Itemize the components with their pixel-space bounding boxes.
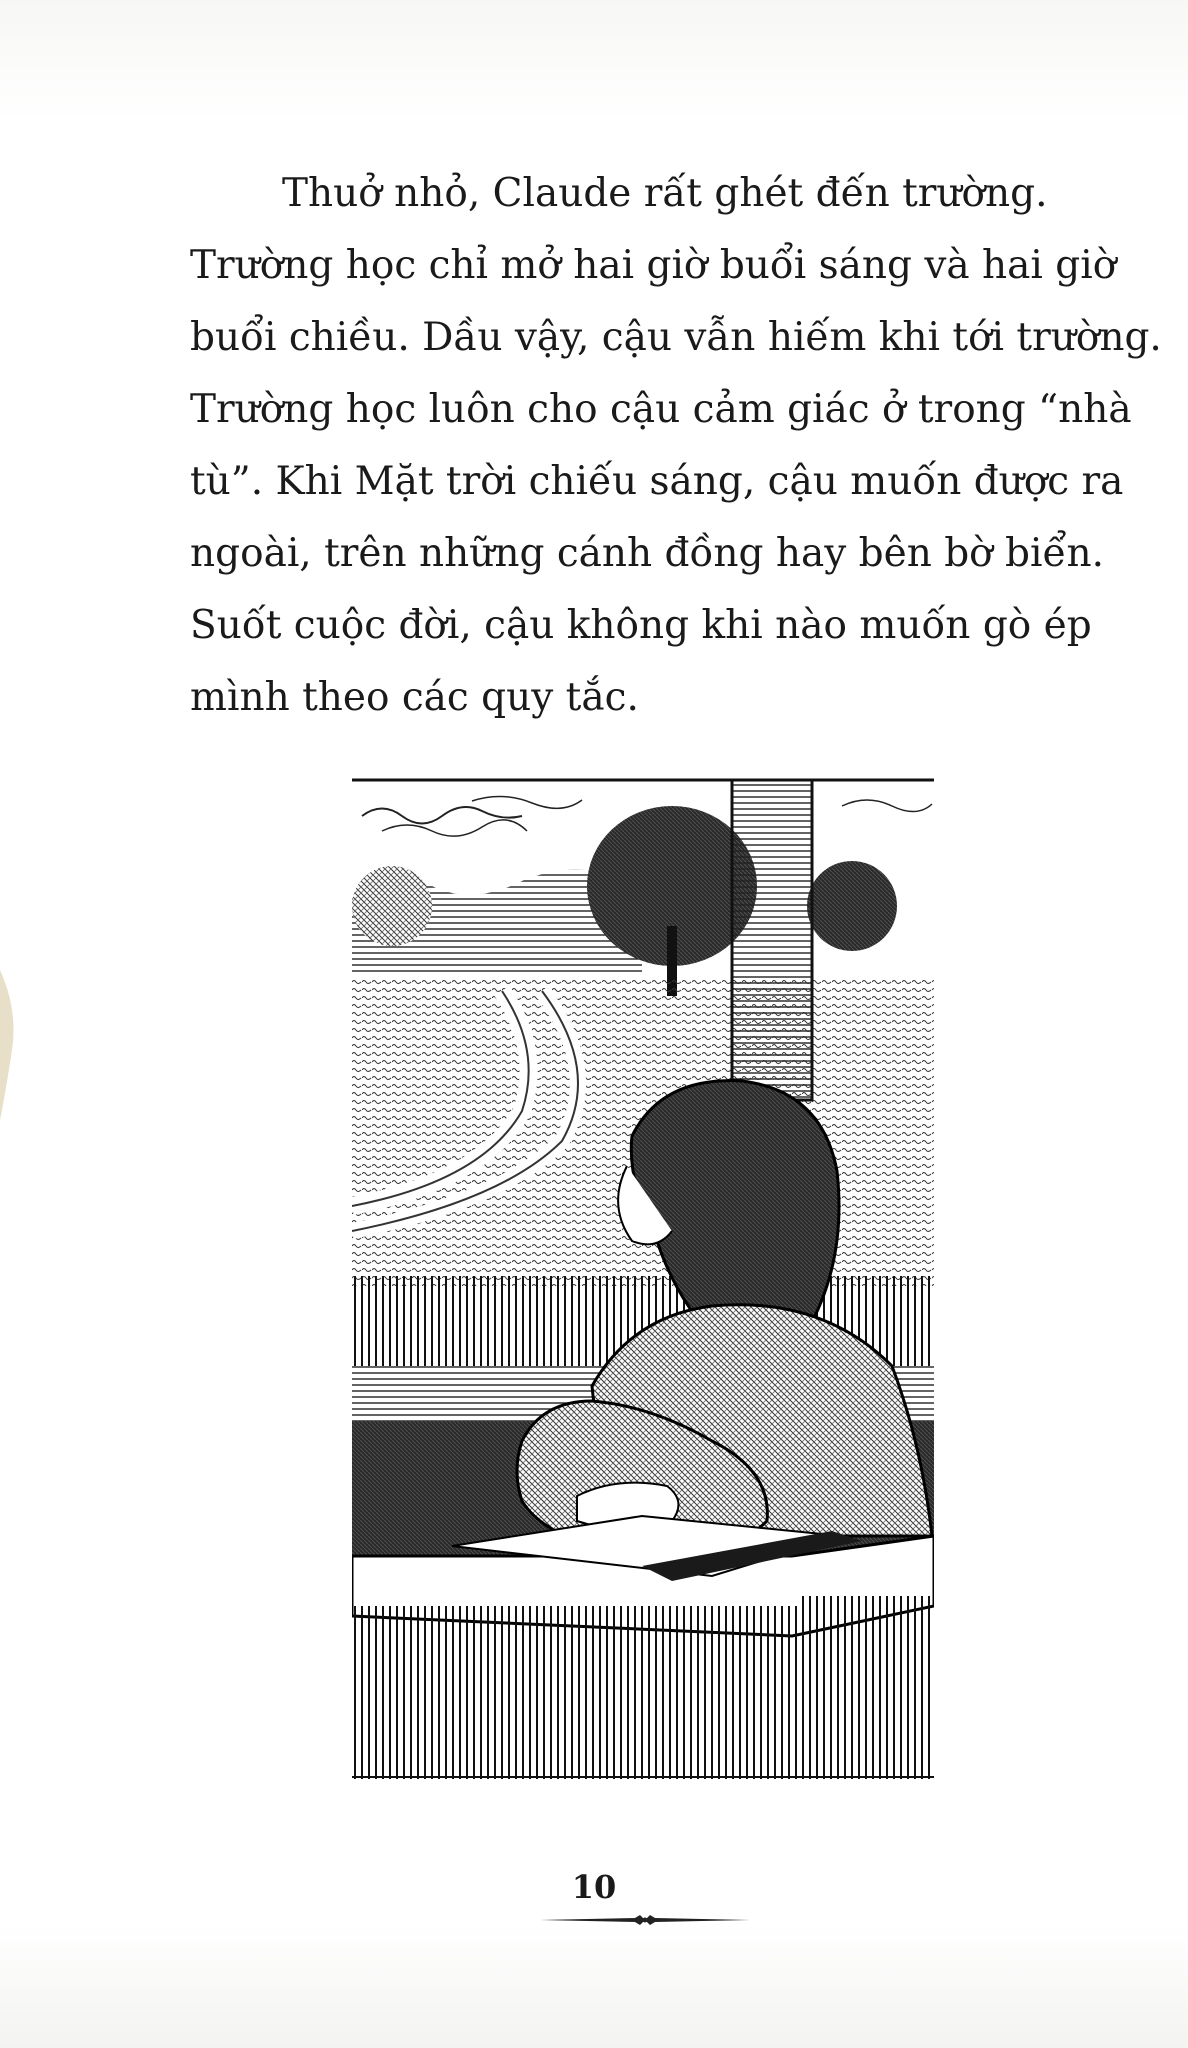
decorative-rule-icon — [540, 1912, 750, 1928]
paragraph-line: Suốt cuộc đời, cậu không khi nào muốn gò ép — [190, 603, 1092, 648]
body-paragraph — [190, 158, 1162, 734]
paragraph-line: buổi chiều. Dầu vậy, cậu vẫn hiếm khi tới trường. — [190, 315, 1162, 360]
paragraph-line: Trường học luôn cho cậu cảm giác ở trong “nhà — [190, 387, 1132, 432]
paragraph-line: tù”. Khi Mặt trời chiếu sáng, cậu muốn được ra — [190, 459, 1124, 504]
paragraph-line: Thuở nhỏ, Claude rất ghét đến trường. — [282, 171, 1048, 216]
paragraph-line: Trường học chỉ mở hai giờ buổi sáng và hai giờ — [190, 243, 1117, 288]
page-number: 10 — [571, 1868, 617, 1906]
page-edge-stain — [0, 970, 22, 1120]
paragraph-line: ngoài, trên những cánh đồng hay bên bờ biển. — [190, 531, 1105, 576]
paragraph-line: mình theo các quy tắc. — [190, 675, 639, 720]
boy-at-window-illustration — [352, 776, 934, 1779]
